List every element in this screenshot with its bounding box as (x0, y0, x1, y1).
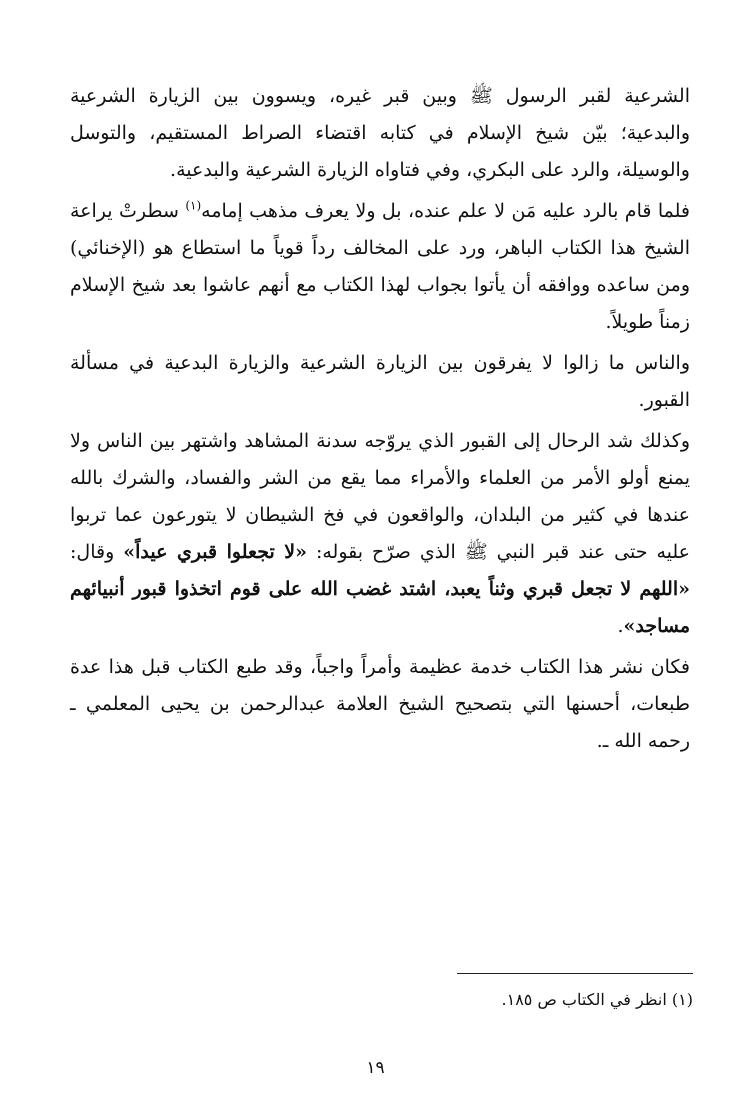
paragraph-4-text: وكذلك شد الرحال إلى القبور الذي يروّجه سدنة المشاهد واشتهر بين الناس ولا يمنع أولو الأمر من العلماء والأمراء مما يقع من الشر والفساد، والشرك بالله عندها في كثير من البلدان، والواقعون في فخ الشيطان لا يتورعون عما تربوا عليه حتى عند قبر النبي ﷺ الذي صرّح بقوله: (70, 430, 691, 563)
footnote: (١) انظر في الكتاب ص ١٨٥. (501, 990, 693, 1009)
hadith-quote-2: «اللهم لا تجعل قبري وثناً يعبد، اشتد غضب الله على قوم اتخذوا قبور أنبيائهم مساجد» (70, 578, 690, 637)
paragraph-2-text-start: فلما قام بالرد عليه مَن لا علم عنده، بل ولا يعرف مذهب إمامه (201, 200, 691, 222)
paragraph-4-connector: وقال: (70, 541, 124, 563)
paragraph-1 (70, 78, 690, 189)
paragraph-2 (70, 193, 690, 341)
paragraph-2-text-end: سطرتْ يراعة الشيخ هذا الكتاب الباهر، ورد على المخالف رداً قوياً ما استطاع هو (الإخنائي) ومن ساعده ووافقه أن يأتوا بجواب لهذا الكتاب مع أنهم عاشوا بعد شيخ الإسلام زمناً طويلاً. (70, 200, 690, 333)
paragraph-1-text: الشرعية لقبر الرسول ﷺ وبين قبر غيره، ويسوون بين الزيارة الشرعية والبدعية؛ بيّن شيخ الإسلام في كتابه اقتضاء الصراط المستقيم، والتوسل والوسيلة، والرد على البكري، وفي فتاواه الزيارة الشرعية والبدعية. (70, 85, 690, 181)
footnote-reference: (١) (185, 198, 202, 213)
page-number: ١٩ (366, 1058, 385, 1078)
paragraph-4 (70, 423, 690, 645)
paragraph-3-text: والناس ما زالوا لا يفرقون بين الزيارة الشرعية والزيارة البدعية في مسألة القبور. (70, 352, 690, 411)
paragraph-4-end: . (617, 615, 624, 637)
footnote-divider (457, 973, 693, 974)
paragraph-5 (70, 649, 690, 760)
hadith-quote-1: «لا تجعلوا قبري عيداً» (123, 541, 307, 563)
paragraph-5-text: فكان نشر هذا الكتاب خدمة عظيمة وأمراً واجباً، وقد طبع الكتاب قبل هذا عدة طبعات، أحسنها التي بتصحيح الشيخ العلامة عبدالرحمن بن يحيى المعلمي ـ رحمه الله ـ. (70, 656, 690, 752)
paragraph-3 (70, 345, 690, 419)
main-text (70, 78, 690, 764)
